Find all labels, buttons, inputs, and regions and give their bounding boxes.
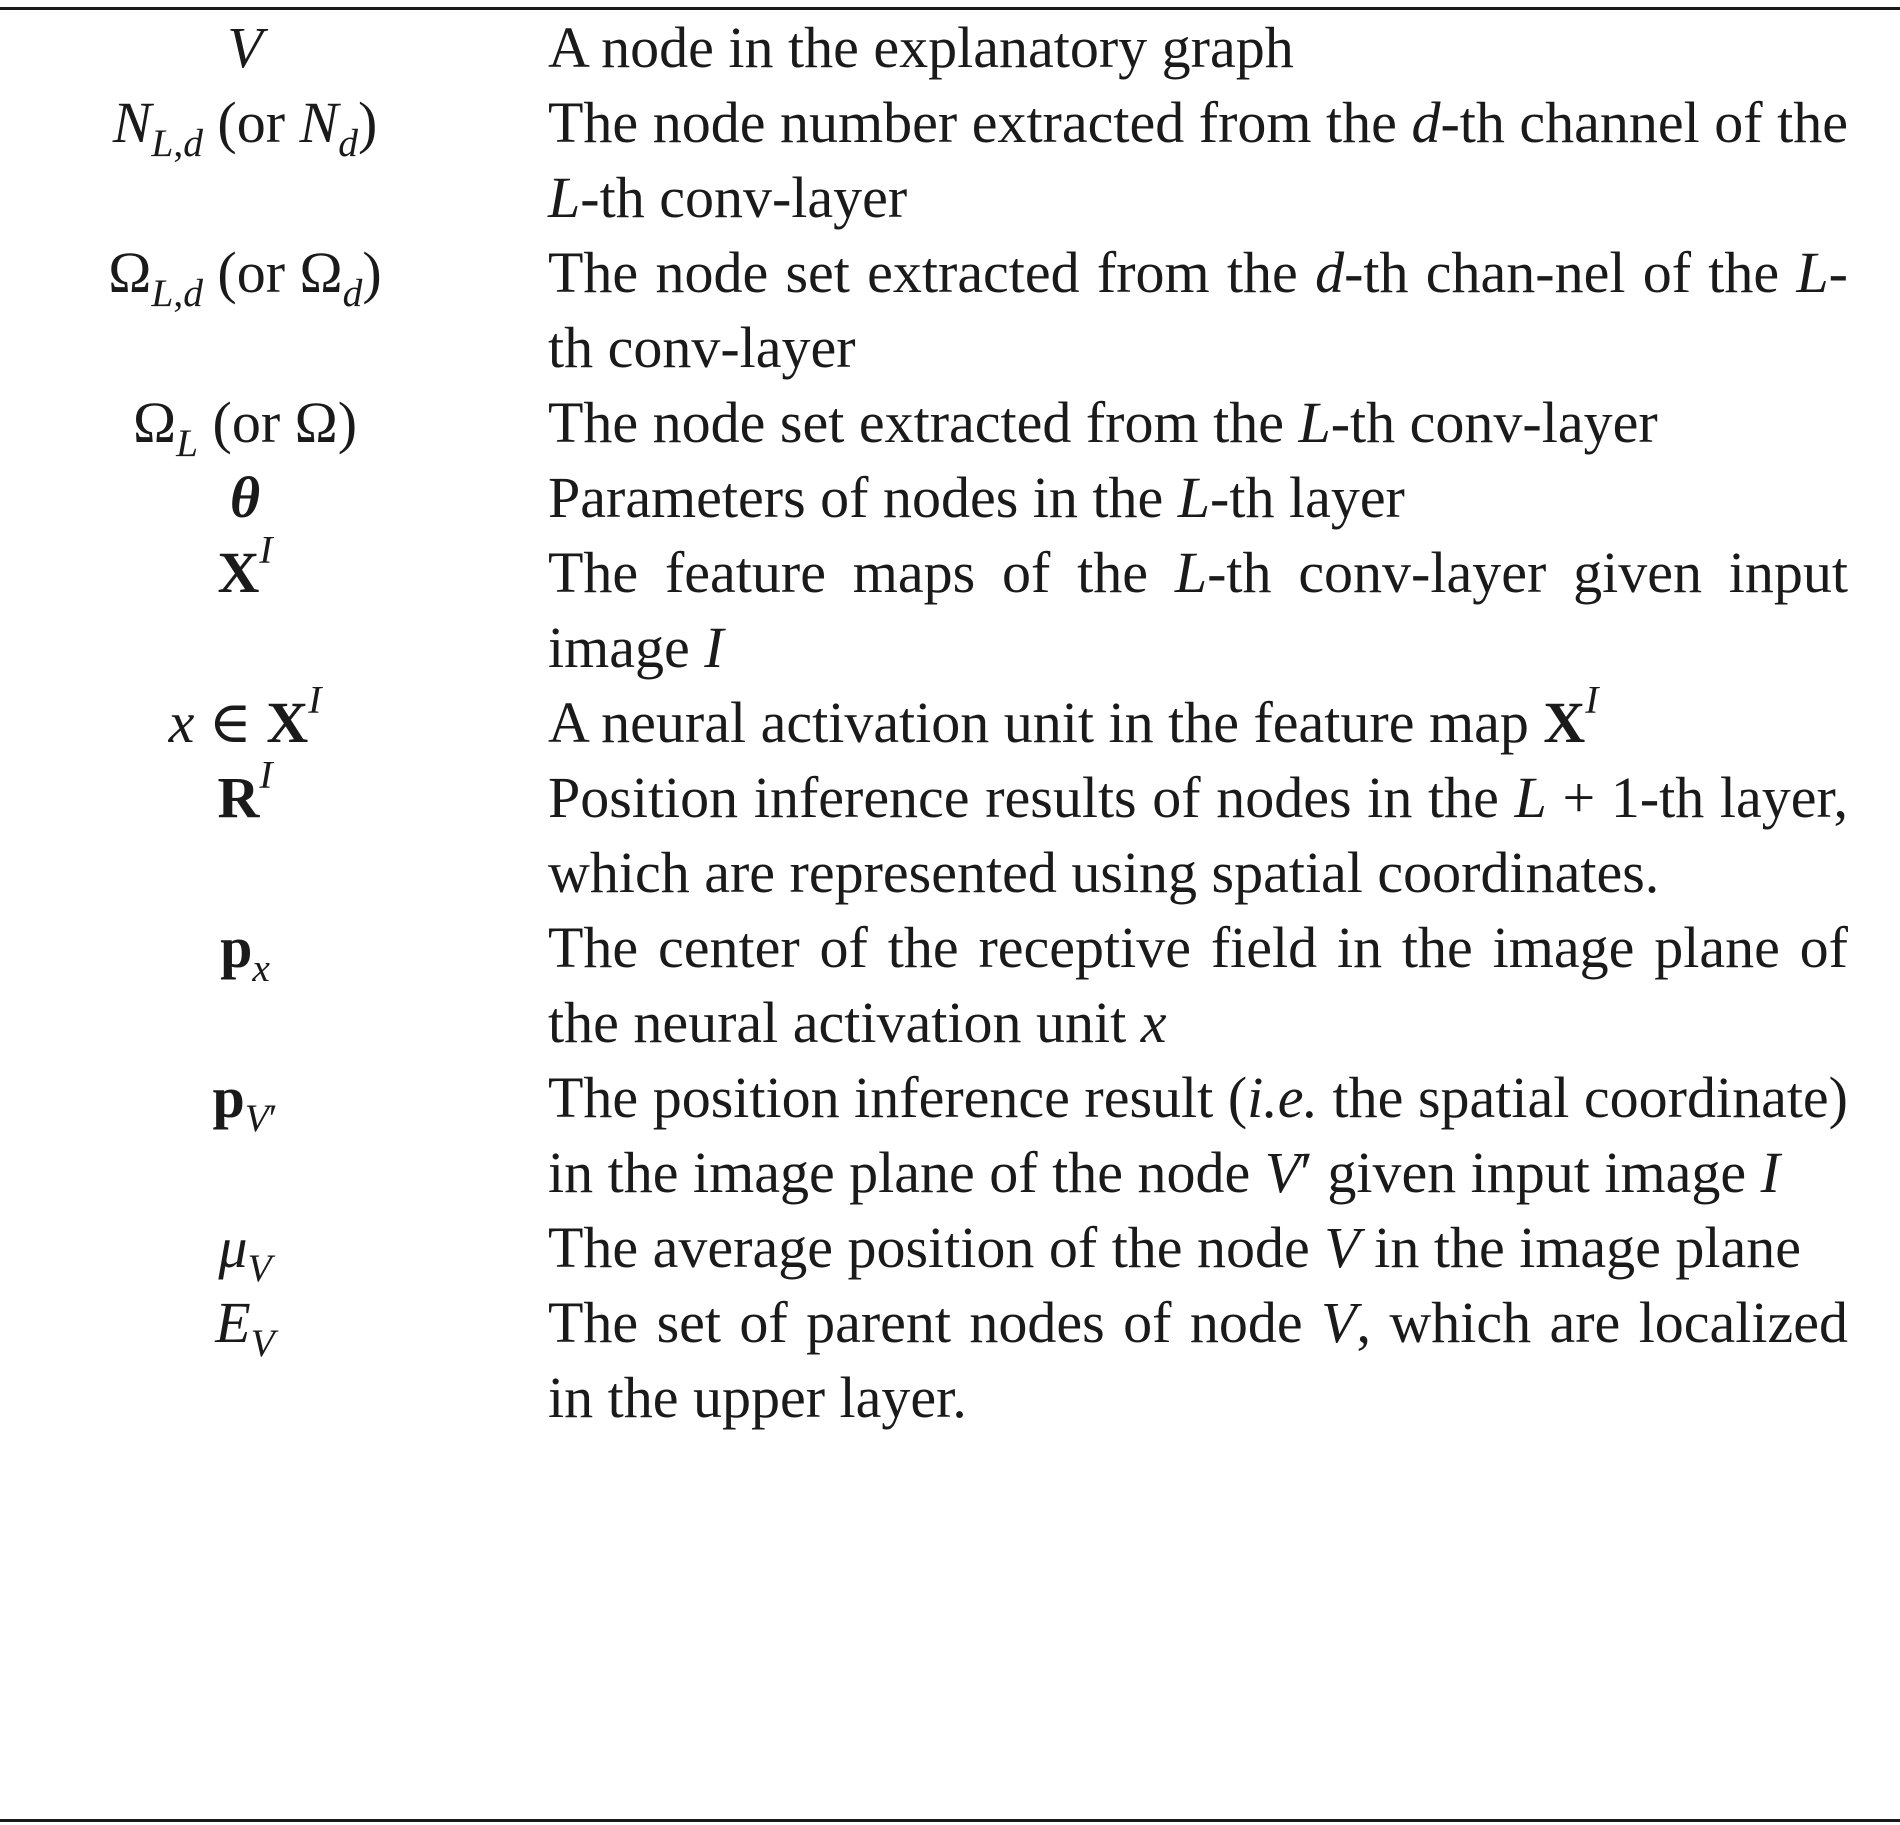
table-row [0, 1060, 1900, 1210]
symbol-cell: $\mu_V$ [218, 1215, 272, 1290]
table-row [0, 527, 1900, 685]
symbol-cell: θ [229, 465, 261, 530]
table-row [0, 910, 1900, 1060]
symbol-cell: V [227, 15, 263, 80]
symbol-cell: $R^I$ [217, 752, 273, 830]
description-cell: Position inference results of nodes in the L + 1-th layer, which are represented using spatial coordinates. [548, 765, 1849, 905]
table-row [0, 10, 1900, 85]
symbol-cell: $\Omega_{L,d}$ (or $\Omega_d$) [108, 240, 382, 315]
description-cell: A node in the explanatory graph [548, 15, 1294, 80]
description-cell: Parameters of nodes in the L-th layer [548, 465, 1405, 530]
description-cell: The center of the receptive field in the image plane of the neural activation unit x [548, 915, 1848, 1055]
table-row [0, 1210, 1900, 1290]
description-cell: The node number extracted from the d-th channel of the L-th conv-layer [548, 90, 1848, 230]
table-row [0, 460, 1900, 535]
description-cell: The node set extracted from the L-th conv-layer [548, 390, 1658, 455]
table-row [0, 235, 1900, 385]
description-cell: The feature maps of the L-th conv-layer given input image I [548, 540, 1848, 680]
symbol-cell: $\Omega_L$ (or Ω) [132, 390, 358, 465]
symbol-cell: $E_V$ [215, 1290, 275, 1365]
table-row [0, 1285, 1900, 1435]
description-cell: The position inference result (i.e. the spatial coordinate) in the image plane of the node V′ given input image I [548, 1065, 1848, 1205]
bottom-rule [0, 1819, 1900, 1822]
symbol-cell: x ∈ $X^I$ [168, 677, 322, 755]
table-row [0, 752, 1900, 910]
symbol-cell: $p_x$ [220, 915, 270, 990]
table-body [0, 10, 1900, 1435]
table-row [0, 677, 1900, 760]
description-cell: A neural activation unit in the feature map $X^I$ [548, 677, 1599, 755]
symbol-cell: $X^I$ [217, 527, 273, 605]
symbol-cell: $N_{L,d}$ (or $N_d$) [112, 90, 378, 165]
description-cell: The average position of the node V in the image plane [548, 1215, 1802, 1280]
table-row [0, 385, 1900, 465]
description-cell: The set of parent nodes of node V, which are localized in the upper layer. [548, 1290, 1849, 1430]
table-row [0, 85, 1900, 235]
description-cell: The node set extracted from the d-th chan-nel of the L-th conv-layer [548, 240, 1848, 380]
symbol-cell: $p_{V'}$ [212, 1065, 278, 1140]
